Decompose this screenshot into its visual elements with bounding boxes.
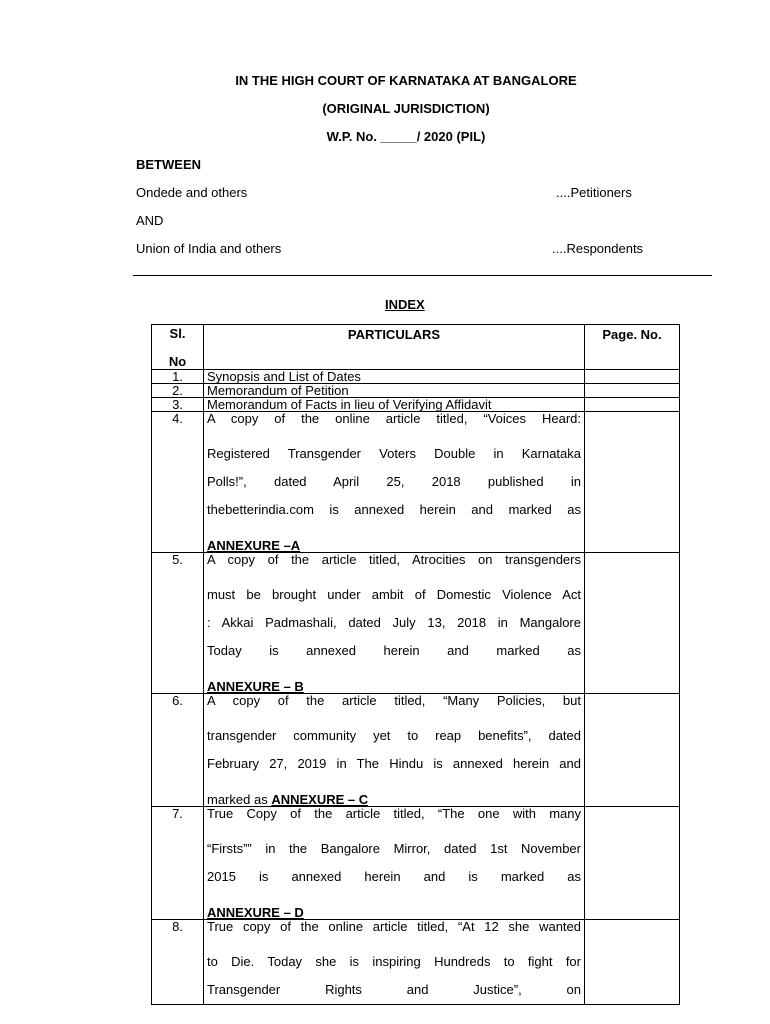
row-sl: 3. [152, 398, 204, 412]
row-particulars: Synopsis and List of Dates [204, 370, 585, 384]
text-line: A copy of the article titled, “Many Policies, but [207, 693, 581, 708]
row-page [585, 412, 680, 553]
jurisdiction-title: (ORIGINAL JURISDICTION) [322, 101, 490, 116]
row-sl: 1. [152, 370, 204, 384]
table-row [152, 384, 680, 398]
text-line: “Firsts”” in the Bangalore Mirror, dated 1st November [207, 841, 581, 856]
table-row [152, 694, 680, 807]
header-sl-label: Sl. [169, 326, 186, 341]
between-label: BETWEEN [136, 157, 201, 172]
table-row [152, 412, 680, 553]
text-line: : Akkai Padmashali, dated July 13, 2018 in Mangalore [207, 615, 581, 630]
annexure-label: ANNEXURE –A [207, 538, 301, 553]
annexure-line [207, 539, 581, 552]
row-particulars [204, 807, 585, 920]
row-sl: 8. [152, 920, 204, 1005]
index-table [151, 324, 680, 1005]
row-page [585, 920, 680, 1005]
annexure-line [207, 906, 581, 919]
text-line: February 27, 2019 in The Hindu is annexed herein and [207, 756, 581, 771]
row-page [585, 807, 680, 920]
court-title: IN THE HIGH COURT OF KARNATAKA AT BANGALORE [235, 73, 577, 88]
text-line: Transgender Rights and Justice”, on [207, 982, 581, 997]
row-page [585, 370, 680, 384]
header-sl-no: No [168, 354, 187, 369]
text-line: 2015 is annexed herein and is marked as [207, 869, 581, 884]
row-particulars: Memorandum of Petition [204, 384, 585, 398]
text-line: Today is annexed herein and marked as [207, 643, 581, 658]
annexure-prefix: marked as [207, 792, 272, 807]
row-particulars [204, 412, 585, 553]
index-title: INDEX [385, 297, 425, 312]
text-line: True Copy of the article titled, “The one with many [207, 806, 581, 821]
row-sl: 2. [152, 384, 204, 398]
annexure-line [207, 793, 581, 806]
row-page [585, 398, 680, 412]
respondent-role: ....Respondents [552, 241, 644, 256]
petition-number: W.P. No. _____/ 2020 (PIL) [326, 129, 486, 144]
index-header-row [152, 325, 680, 370]
row-page [585, 553, 680, 694]
header-page-no: Page. No. [585, 325, 680, 370]
annexure-label: ANNEXURE – C [271, 792, 369, 807]
row-sl: 6. [152, 694, 204, 807]
table-row [152, 553, 680, 694]
row-particulars [204, 553, 585, 694]
row-page [585, 694, 680, 807]
table-row [152, 370, 680, 384]
text-line: to Die. Today she is inspiring Hundreds to fight for [207, 954, 581, 969]
text-line: Registered Transgender Voters Double in Karnataka [207, 446, 581, 461]
row-sl: 7. [152, 807, 204, 920]
table-row [152, 398, 680, 412]
table-row [152, 807, 680, 920]
table-row [152, 920, 680, 1005]
text-line: transgender community yet to reap benefits”, dated [207, 728, 581, 743]
text-line: must be brought under ambit of Domestic Violence Act [207, 587, 581, 602]
separator-line [133, 275, 712, 276]
respondent-name: Union of India and others [136, 241, 282, 256]
row-particulars [204, 920, 585, 1005]
text-line: thebetterindia.com is annexed herein and marked as [207, 502, 581, 517]
petitioner-role: ....Petitioners [556, 185, 632, 200]
petitioner-name: Ondede and others [136, 185, 248, 200]
and-label: AND [136, 213, 164, 228]
row-page [585, 384, 680, 398]
annexure-line [207, 680, 581, 693]
row-particulars [204, 694, 585, 807]
text-line: True copy of the online article titled, “At 12 she wanted [207, 919, 581, 934]
row-sl: 5. [152, 553, 204, 694]
annexure-label: ANNEXURE – D [207, 905, 304, 920]
header-sl [152, 325, 204, 370]
text-line: A copy of the article titled, Atrocities on transgenders [207, 552, 581, 567]
annexure-label: ANNEXURE – B [207, 679, 304, 694]
text-line: A copy of the online article titled, “Voices Heard: [207, 411, 581, 426]
header-particulars: PARTICULARS [204, 325, 585, 370]
row-particulars: Memorandum of Facts in lieu of Verifying Affidavit [204, 398, 585, 412]
row-sl: 4. [152, 412, 204, 553]
text-line: Polls!”, dated April 25, 2018 published in [207, 474, 581, 489]
